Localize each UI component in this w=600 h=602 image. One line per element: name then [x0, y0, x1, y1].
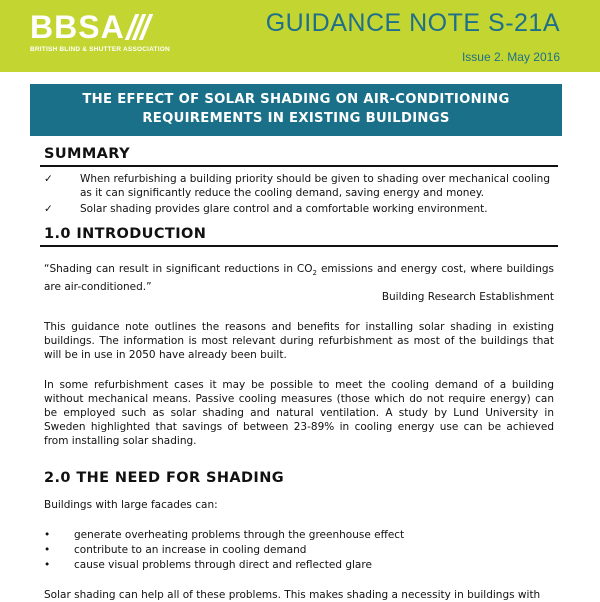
list-item [44, 528, 404, 543]
quote-attribution: Building Research Establishment [381, 291, 554, 303]
logo-text: BBSA [30, 9, 125, 45]
bullet-text: contribute to an increase in cooling demand [74, 543, 307, 556]
check-icon: ✓ [44, 203, 53, 215]
bbsa-logo [30, 10, 220, 53]
summary-heading: SUMMARY [44, 146, 130, 162]
bullet-icon: • [44, 558, 51, 571]
introduction-heading: 1.0 INTRODUCTION [44, 226, 207, 242]
summary-rule [40, 165, 558, 167]
intro-paragraph-1: This guidance note outlines the reasons and benefits for installing solar shading in existing buildings. The information is most relevant during refurbishment as most of the buildings that will be in use in 2050 have already been built. [44, 321, 554, 361]
summary-item-text: Solar shading provides glare control and a comfortable working environment. [80, 203, 488, 215]
logo-subtitle: BRITISH BLIND & SHUTTER ASSOCIATION [30, 46, 170, 53]
document-title-banner [30, 84, 562, 136]
need-for-shading-heading: 2.0 THE NEED FOR SHADING [44, 470, 285, 486]
bullet-text: generate overheating problems through the greenhouse effect [74, 529, 405, 541]
summary-list [44, 172, 554, 216]
bullet-icon: • [44, 543, 51, 556]
summary-item-text: When refurbishing a building priority should be given to shading over mechanical cooling as it can significantly reduce the cooling demand, saving energy and money. [80, 173, 551, 199]
intro-quote: “Shading can result in significant reductions in $CO_2$ emissions and energy cost, where buildings are air-conditioned.” [44, 263, 554, 294]
bullet-icon: • [44, 529, 51, 541]
need-bullet-list [44, 528, 404, 572]
list-item [44, 543, 404, 558]
list-item [44, 172, 554, 200]
document-title-line-2: REQUIREMENTS IN EXISTING BUILDINGS [142, 111, 450, 126]
document-title-line-1: THE EFFECT OF SOLAR SHADING ON AIR-CONDITIONING [82, 92, 510, 107]
logo-slashes-icon [127, 14, 148, 40]
introduction-rule [40, 245, 558, 247]
list-item [44, 202, 554, 216]
guidance-note-title: GUIDANCE NOTE S-21A [265, 9, 560, 37]
check-icon: ✓ [44, 173, 53, 185]
list-item [44, 558, 404, 573]
intro-paragraph-2: In some refurbishment cases it may be possible to meet the cooling demand of a building without mechanical means. Passive cooling measures (those which do not require energy) can be employed such as solar shading and natural ventilation. A study by Lund University in Sweden highlighted that savings of between 23-89% in cooling energy use can be achieved from installing solar shading. [44, 379, 554, 447]
bullet-text: cause visual problems through direct and reflected glare [74, 558, 372, 571]
need-closing-text: Solar shading can help all of these problems. This makes shading a necessity in buildings with [44, 589, 541, 601]
need-intro: Buildings with large facades can: [44, 499, 218, 511]
issue-date: Issue 2. May 2016 [461, 50, 560, 64]
header-banner [0, 0, 600, 72]
